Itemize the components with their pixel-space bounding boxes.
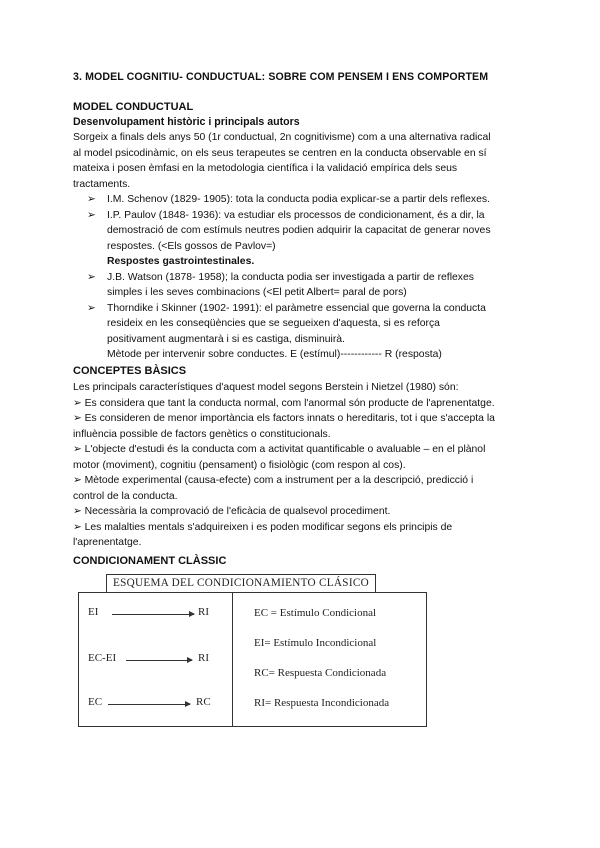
arrow-bullet-icon: ➢ [87,302,96,314]
author-text: Thorndike i Skinner (1902- 1991): el paràmetre essencial que governa la conducta [107,302,486,314]
arrow-right-icon [108,704,190,705]
author-text: positivament augmentarà i si es castiga, disminuirà. [107,333,345,345]
main-title: 3. MODEL COGNITIU- CONDUCTUAL: SOBRE COM PENSEM I ENS COMPORTEM [73,71,489,83]
diagram-divider [232,592,233,726]
arrow-bullet-icon: ➢ [87,271,96,283]
intro-line: mateixa i posen èmfasi en la metodologia científica i la validació empírica dels seus [73,163,458,174]
author-text: Mètode per intervenir sobre conductes. E (estímul)------------ R (resposta) [107,349,442,360]
authors-list [87,192,517,363]
author-highlight: Respostes gastrointestinales. [107,256,255,267]
row-right-label: RC [196,696,211,708]
author-item-pavlov [87,208,517,270]
basics-item: ➢ L'objecte d'estudi és la conducta com a activitat quantificable o avaluable – en el plànol motor (moviment), cognitiu (pensament) o fisiològic (com respon al cos). [73,444,486,471]
intro-line: Sorgeix a finals dels anys 50 (1r conductual, 2n cognitivisme) com a una alternativa radical [73,132,491,143]
basics-item: ➢ Es consideren de menor importància els factors innats o hereditaris, tot i que s'accepta la influència possible de factors genètics o constitucionals. [73,413,495,440]
author-text: I.M. Schenov (1829- 1905): tota la conducta podia explicar-se a partir dels reflexes. [107,194,490,205]
basics-item: ➢ Es considera que tant la conducta normal, com l'anormal són producte de l'aprenentatge. [73,397,495,409]
legend-entry: RI= Respuesta Incondicionada [254,697,390,709]
row-right-label: RI [198,652,209,664]
row-left-label: EI [88,606,99,618]
author-item-watson [87,270,517,301]
basics-block [73,380,533,551]
arrow-right-icon [126,660,192,661]
author-text: resideix en les conseqüències que se segueixen d'aquesta, si es reforça [107,318,440,329]
author-text: demostració de com estímuls neutres podien adquirir la capacitat de generar noves [107,225,491,236]
row-right-label: RI [198,606,209,618]
author-item-schenov [87,192,517,208]
arrow-bullet-icon: ➢ [87,194,96,205]
diagram-title: ESQUEMA DEL CONDICIONAMIENTO CLÁSICO [106,574,376,593]
author-text: J.B. Watson (1878- 1958); la conducta podia ser investigada a partir de reflexes [107,271,474,283]
author-item-thorndike-skinner [87,301,517,363]
intro-line: al model psicodinàmic, on els seus terapeutes se centren en la conducta observable en sí [73,147,487,159]
basics-intro: Les principals característiques d'aquest model segons Berstein i Nietzel (1980) són: [73,382,459,393]
legend-entry: EC = Estímulo Condicional [254,607,377,619]
section-title-condicionament-classic: CONDICIONAMENT CLÀSSIC [73,555,227,567]
classical-conditioning-diagram [78,574,426,726]
author-text: simples i les seves combinacions (<El petit Albert= paral de pors) [107,287,407,298]
legend-entry: EI= Estímulo Incondicional [254,637,377,649]
row-left-label: EC-EI [88,652,117,664]
row-left-label: EC [88,696,103,708]
basics-item: ➢ Mètode experimental (causa-efecte) com a instrument per a la descripció, predicció i control de la conducta. [73,475,474,502]
intro-line: tractaments. [73,178,131,190]
arrow-bullet-icon: ➢ [87,209,96,221]
section-title-conceptes-basics: CONCEPTES BÀSICS [73,365,187,377]
arrow-right-icon [112,614,194,615]
intro-paragraph [73,130,531,192]
basics-item: ➢ Necessària la comprovació de l'eficàcia de qualsevol procediment. [73,506,391,517]
subsection-title-history: Desenvolupament històric i principals autors [73,116,300,128]
legend-entry: RC= Respuesta Condicionada [254,667,387,679]
basics-item: ➢ Les malalties mentals s'adquireixen i es poden modificar segons els principis de l'aprenentatge. [73,521,453,548]
author-text: I.P. Paulov (1848- 1936): va estudiar els processos de condicionament, és a dir, la [107,209,485,221]
author-text: respostes. (<Els gossos de Pavlov=) [107,240,276,252]
section-title-model-conductual: MODEL CONDUCTUAL [73,101,194,113]
